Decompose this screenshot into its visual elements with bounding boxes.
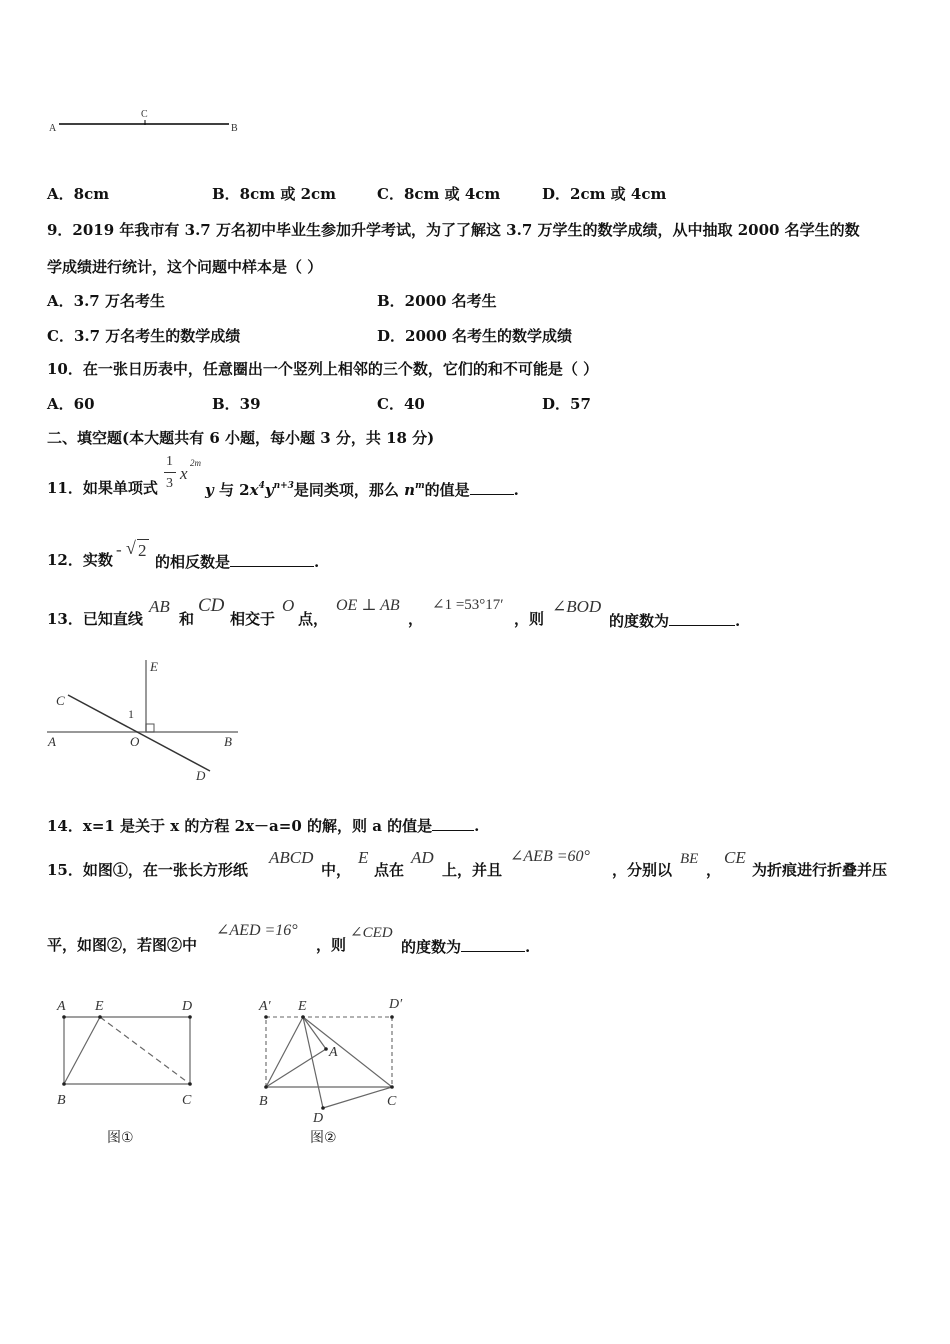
q15-fig2-B: B bbox=[259, 1094, 268, 1109]
q9-option-a: A．3.7 万名考生 bbox=[47, 292, 165, 310]
q13-comma2: ，则 bbox=[514, 610, 545, 628]
q13-CD: CD bbox=[198, 595, 225, 616]
q11-mid: 与 2 bbox=[218, 481, 250, 499]
q8-option-c: C．8cm 或 4cm bbox=[377, 185, 501, 203]
q11-n: n bbox=[404, 481, 416, 499]
q15-fig1-caption: 图① bbox=[107, 1130, 134, 1146]
q13-fig-C: C bbox=[56, 693, 65, 708]
q15-fig2-D: D bbox=[313, 1111, 324, 1126]
q10-stem: 10．在一张日历表中，任意圈出一个竖列上相邻的三个数，它们的和不可能是（ ） bbox=[47, 360, 599, 378]
q9-stem-line1: 9．2019 年我市有 3.7 万名初中毕业生参加升学考试，为了了解这 3.7 万学生的数学成绩，从中抽取 2000 名学生的数 bbox=[47, 221, 860, 239]
q15-in: 中， bbox=[321, 861, 352, 879]
q15-fig2-A: A bbox=[329, 1045, 338, 1060]
q8-option-a: A．8cm bbox=[47, 185, 110, 203]
q11-answer-blank[interactable] bbox=[470, 481, 514, 495]
q15-tail2-text: 的度数为 bbox=[401, 938, 462, 956]
q15-prefix: 15．如图①，在一张长方形纸 bbox=[47, 861, 248, 879]
q15-fig1-D: D bbox=[182, 999, 193, 1014]
q11-y2: y bbox=[264, 481, 274, 499]
q13-fig-B: B bbox=[224, 734, 232, 749]
q15-figure-2 bbox=[250, 990, 420, 1155]
q15-fig2-E: E bbox=[298, 999, 307, 1014]
q15-AD: AD bbox=[411, 848, 434, 867]
q12-radicand: 2 bbox=[138, 541, 147, 560]
q14-text: 14．x=1 是关于 x 的方程 2x－a=0 的解，则 a 的值是 bbox=[47, 817, 433, 835]
q15-fig1-C: C bbox=[182, 1093, 192, 1108]
q15-fig1-A: A bbox=[57, 999, 66, 1014]
q15-tail1: 为折痕进行折叠并压 bbox=[752, 861, 888, 879]
q15-on: 点在 bbox=[374, 861, 405, 879]
q11-body bbox=[205, 481, 519, 498]
q9-option-b: B．2000 名考生 bbox=[377, 292, 497, 310]
q15-AED: ∠AED =16° bbox=[216, 922, 298, 939]
q13-meet: 相交于 bbox=[230, 610, 276, 628]
q13-fig-D: D bbox=[196, 768, 206, 783]
q15-comma: ， bbox=[706, 861, 722, 879]
q15-answer-blank[interactable] bbox=[461, 938, 525, 952]
q13-O: O bbox=[282, 596, 295, 615]
q12-minus: - bbox=[116, 540, 122, 559]
q12-radical-bar bbox=[137, 539, 149, 540]
q15-CED: ∠CED bbox=[350, 925, 393, 941]
q11-prefix: 11．如果单项式 bbox=[47, 479, 158, 497]
q15-fig2-caption: 图② bbox=[310, 1130, 337, 1146]
q15-period: . bbox=[525, 938, 531, 956]
q13-tail bbox=[609, 612, 740, 629]
q15-and: 上，并且 bbox=[442, 861, 503, 879]
q11-end: 的值是 bbox=[424, 481, 470, 499]
q10-option-d: D．57 bbox=[542, 395, 591, 413]
q15-fig1-B: B bbox=[57, 1093, 66, 1108]
q13-period: . bbox=[735, 612, 741, 630]
q11-period: . bbox=[513, 481, 519, 499]
q15-then: ，则 bbox=[316, 936, 347, 954]
q13-angle: ∠1 =53°17′ bbox=[432, 597, 504, 613]
q11-tail: 是同类项，那么 bbox=[293, 481, 399, 499]
q13-tail-text: 的度数为 bbox=[609, 612, 670, 630]
q13-perp: OE ⊥ AB bbox=[336, 597, 400, 614]
q13-figure bbox=[40, 655, 250, 785]
q15-line2-prefix: 平，如图②，若图②中 bbox=[47, 936, 198, 954]
q15-fig2-C: C bbox=[387, 1094, 397, 1109]
q13-fig-A: A bbox=[48, 734, 56, 749]
label-A: A bbox=[49, 123, 57, 134]
q15-fig2-A1: A′ bbox=[259, 999, 271, 1014]
q15-CE: CE bbox=[724, 848, 746, 867]
q10-option-c: C．40 bbox=[377, 395, 425, 413]
q13-prefix: 13．已知直线 bbox=[47, 610, 143, 628]
q8-option-d: D．2cm 或 4cm bbox=[542, 185, 667, 203]
q11-x: x bbox=[180, 464, 188, 483]
q13-point: 点， bbox=[298, 610, 329, 628]
q10-option-b: B．39 bbox=[212, 395, 261, 413]
q12-prefix: 12．实数 bbox=[47, 551, 113, 569]
q9-stem-line2: 学成绩进行统计，这个问题中样本是（ ） bbox=[47, 258, 323, 276]
q11-frac-den: 3 bbox=[166, 476, 173, 491]
q11-y: y bbox=[205, 481, 214, 499]
q15-ABCD: ABCD bbox=[269, 848, 314, 867]
q11-frac-num: 1 bbox=[166, 454, 173, 469]
q13-fig-E: E bbox=[150, 659, 158, 674]
label-B: B bbox=[231, 123, 238, 134]
q13-fig-one: 1 bbox=[128, 707, 134, 721]
q15-fig1-E: E bbox=[95, 999, 104, 1014]
q13-AB: AB bbox=[149, 597, 170, 616]
q11-exp2: 4 bbox=[258, 481, 265, 491]
q14-period: . bbox=[474, 817, 480, 835]
q15-tail2 bbox=[401, 938, 530, 955]
q15-AEB: ∠AEB =60° bbox=[510, 848, 590, 865]
q15-by: ，分别以 bbox=[612, 861, 673, 879]
q11-exp: 2m bbox=[190, 458, 201, 468]
q13-answer-blank[interactable] bbox=[669, 612, 735, 626]
q12-period: . bbox=[314, 553, 320, 571]
q11-x2: x bbox=[249, 481, 259, 499]
q14-stem bbox=[47, 817, 479, 834]
q12-tail bbox=[155, 553, 319, 570]
label-C: C bbox=[141, 109, 148, 120]
q10-option-a: A．60 bbox=[47, 395, 95, 413]
segment-figure bbox=[45, 100, 255, 140]
q11-frac-bar bbox=[164, 472, 176, 473]
q12-answer-blank[interactable] bbox=[230, 553, 314, 567]
q15-fig2-D1: D′ bbox=[389, 997, 403, 1012]
q13-comma1: ， bbox=[408, 610, 424, 628]
q15-BE: BE bbox=[680, 851, 699, 867]
q15-E: E bbox=[358, 848, 369, 867]
q12-tail-text: 的相反数是 bbox=[155, 553, 231, 571]
q11-m: m bbox=[415, 481, 425, 491]
q9-option-d: D．2000 名考生的数学成绩 bbox=[377, 327, 572, 345]
q13-fig-O: O bbox=[130, 734, 140, 749]
q13-BOD: ∠BOD bbox=[552, 597, 602, 616]
q11-exp3: n+3 bbox=[273, 481, 294, 491]
q13-and: 和 bbox=[179, 610, 195, 628]
q15-figure-1 bbox=[50, 990, 210, 1150]
q9-option-c: C．3.7 万名考生的数学成绩 bbox=[47, 327, 241, 345]
q12-radical: √ bbox=[126, 538, 136, 558]
q8-option-b: B．8cm 或 2cm bbox=[212, 185, 337, 203]
section-2-title: 二、填空题(本大题共有 6 小题，每小题 3 分，共 18 分) bbox=[47, 429, 435, 447]
q14-answer-blank[interactable] bbox=[432, 817, 474, 831]
